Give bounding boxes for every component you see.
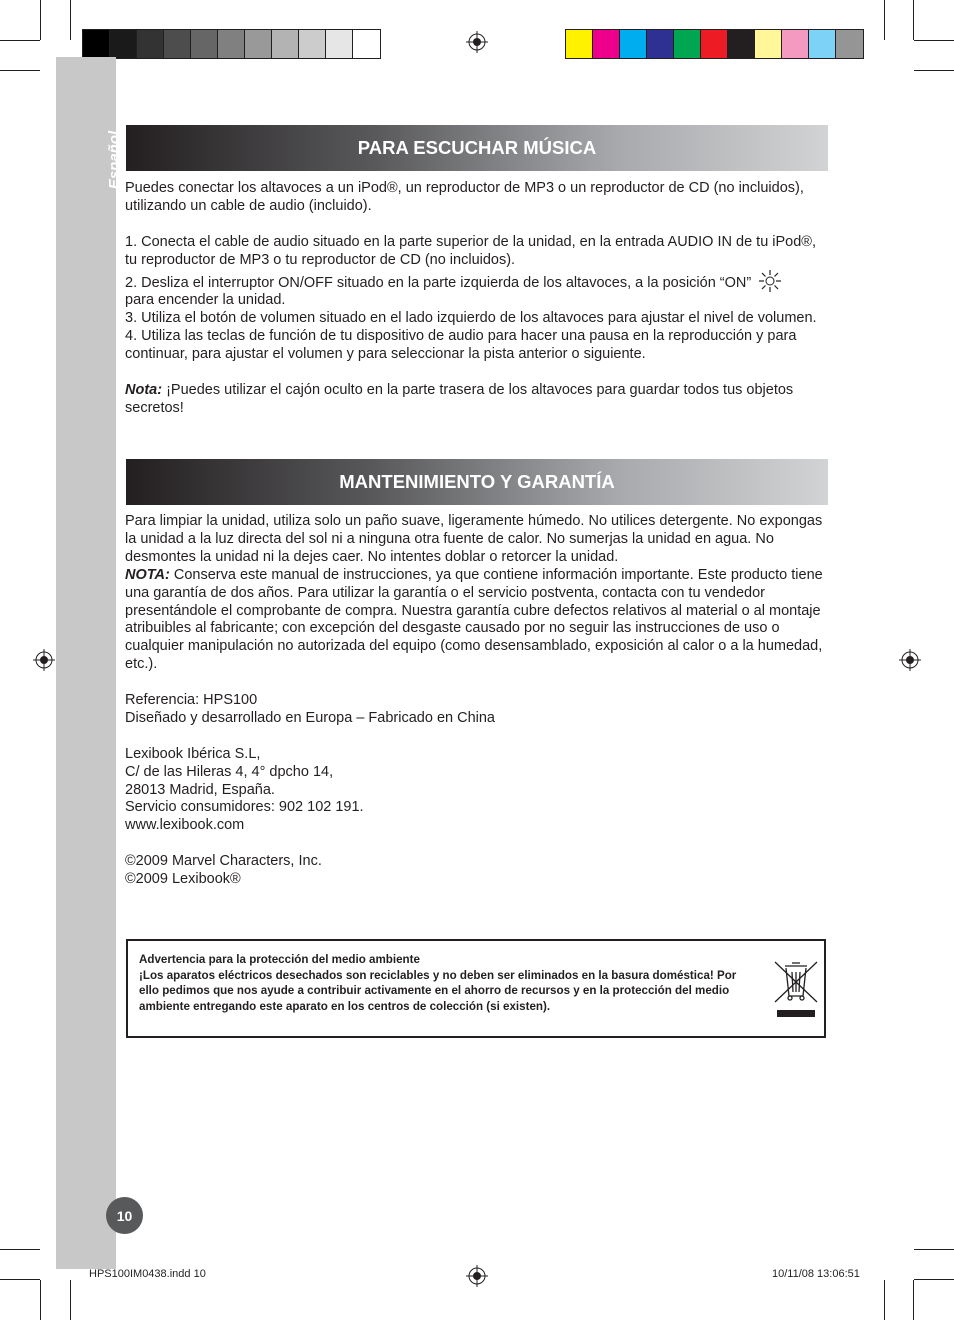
footer-file-name: HPS100IM0438.indd 10 [89,1268,206,1280]
color-swatch [836,30,863,58]
company-name: Lexibook Ibérica S.L, [125,745,261,762]
maintenance-text [125,513,825,889]
note-label: Nota: [125,381,163,398]
crop-mark [913,0,914,40]
crop-mark [70,1280,71,1320]
address-line: 28013 Madrid, España. [125,781,275,798]
color-swatch [245,30,272,58]
color-swatch [137,30,164,58]
crop-mark [884,0,885,40]
registration-mark-icon [33,649,55,671]
music-instructions [125,180,825,418]
crop-mark [914,40,954,41]
service-phone: Servicio consumidores: 902 102 191. [125,799,364,816]
on-sun-icon [759,270,781,292]
color-swatch [326,30,353,58]
color-swatch [701,30,728,58]
color-swatch [728,30,755,58]
color-swatch [191,30,218,58]
color-swatch [593,30,620,58]
reference: Referencia: HPS100 [125,692,258,709]
crop-mark [70,0,71,40]
note-label: NOTA: [125,566,170,583]
section-title: MANTENIMIENTO Y GARANTÍA [339,471,615,492]
color-swatch [299,30,326,58]
paragraph: Puedes conectar los altavoces a un iPod®, un reproductor de MP3 o un reproductor de CD (no incluidos), utilizando un cable de audio (incluido). [125,180,804,214]
step: 3. Utiliza el botón de volumen situado en el lado izquierdo de los altavoces para ajustar el nivel de volumen. [125,310,817,327]
environment-notice-box [126,939,826,1038]
process-color-bar [565,29,864,59]
crop-mark [884,1280,885,1320]
step [125,270,825,311]
section-title: PARA ESCUCHAR MÚSICA [357,137,597,158]
step-text: 2. Desliza el interruptor ON/OFF situado en la parte izquierda de los altavoces, a la posición “ON” [125,274,752,291]
note-text: ¡Puedes utilizar el cajón oculto en la parte trasera de los altavoces para guardar todos tus objetos secretos! [125,381,794,416]
section-banner-maintenance [126,459,828,505]
footer-timestamp: 10/11/08 13:06:51 [772,1268,860,1280]
section-banner-music [126,125,828,171]
note [125,567,825,674]
crop-mark [913,1280,914,1320]
color-swatch [620,30,647,58]
notice-body: ¡Los aparatos eléctricos desechados son reciclables y no deben ser eliminados en la basura doméstica! Por ello pedimos que nos ayude a contribuir activamente en el ahorro de recursos y en la protección del medio ambiente entregando este aparato en los centros de colección (si existen). [139,968,737,1013]
crop-mark [914,1279,954,1280]
address-line: C/ de las Hileras 4, 4° dpcho 14, [125,763,334,780]
color-swatch [782,30,809,58]
registration-mark-icon [466,31,488,53]
notice-title: Advertencia para la protección del medio ambiente [139,953,420,966]
note [125,382,825,418]
designed-line: Diseñado y desarrollado en Europa – Fabricado en China [125,709,495,726]
step-text: para encender la unidad. [125,292,286,309]
website: www.lexibook.com [125,817,245,834]
registration-mark-icon [466,1265,488,1287]
crop-mark [914,1249,954,1250]
crop-mark [914,70,954,71]
crop-mark [0,1279,40,1280]
crossed-out-wheelie-bin-icon [773,960,819,1022]
color-swatch [83,30,110,58]
copyright: ©2009 Marvel Characters, Inc. [125,853,322,870]
color-swatch [272,30,299,58]
grayscale-color-bar [82,29,381,59]
page-number: 10 [106,1197,143,1234]
color-swatch [674,30,701,58]
color-swatch [809,30,836,58]
crop-mark [40,1280,41,1320]
color-swatch [353,30,380,58]
crop-mark [0,40,40,41]
note-text: Conserva este manual de instrucciones, ya que contiene información importante. Este producto tiene una garantía de dos años. Para utilizar la garantía o el servicio postventa, contacta con tu vendedor presentándole el comprobante de compra. Nuestra garantía cubre defectos relativos al material o al montaje atribuibles al fabricante; con excepción del desgaste causado por no seguir las instrucciones de uso o cualquier manipulación no autorizada del equipo (como desensamblado, exposición al calor o a la humedad, etc.). [125,566,823,673]
notice-text [139,952,754,1014]
step: 1. Conecta el cable de audio situado en la parte superior de la unidad, en la entrada AUDIO IN de tu iPod®, tu reproductor de MP3 o tu reproductor de CD (no incluidos). [125,233,817,268]
step: 4. Utiliza las teclas de función de tu dispositivo de audio para hacer una pausa en la reproducción y para continuar, para ajustar el volumen y para seleccionar la pista anterior o siguiente. [125,328,797,363]
color-swatch [566,30,593,58]
color-swatch [218,30,245,58]
crop-mark [0,70,40,71]
language-side-strip [56,57,116,1269]
registration-mark-icon [899,649,921,671]
language-label: Español [106,130,123,190]
paragraph: Para limpiar la unidad, utiliza solo un paño suave, ligeramente húmedo. No utilices detergente. No expongas la unidad a la luz directa del sol ni a ninguna otra fuente de calor. No sumerjas la unidad en agua. No desmontes la unidad ni la dejes caer. No intentes doblar o retorcer la unidad. [125,513,823,565]
color-swatch [647,30,674,58]
color-swatch [110,30,137,58]
color-swatch [755,30,782,58]
copyright: ©2009 Lexibook® [125,871,241,888]
crop-mark [40,0,41,40]
crop-mark [0,1249,40,1250]
color-swatch [164,30,191,58]
